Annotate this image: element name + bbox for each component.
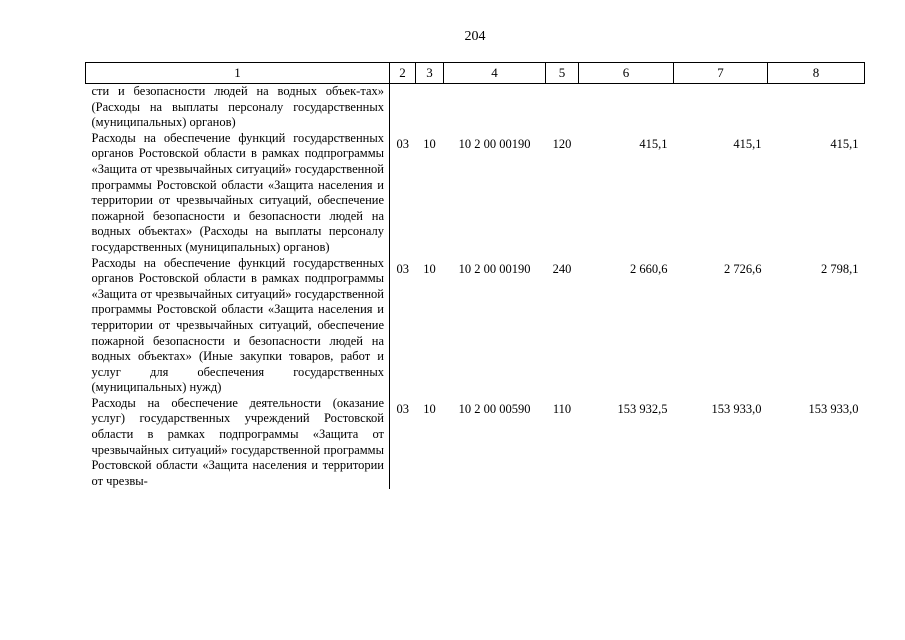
table-row [86, 256, 865, 396]
header-cell-1: 1 [86, 63, 390, 84]
row-amount-col7: 415,1 [733, 136, 762, 151]
table-row-continuation [86, 84, 865, 131]
row-amount-col8: 2 798,1 [821, 261, 859, 276]
row-amount-col6: 2 660,6 [630, 261, 668, 276]
row-description: Расходы на обеспечение деятельности (оказание услуг) государственных учреждений Ростовской области в рамках подпрограммы «Защита от чрезвычайных ситуаций» государственной программы Ростовской области «Защита населения и территории от чрезвы- [86, 396, 390, 490]
table-row [86, 131, 865, 256]
budget-table [85, 62, 865, 489]
row-section-code: 03 [396, 401, 409, 416]
header-cell-8: 8 [768, 63, 865, 84]
header-cell-4: 4 [444, 63, 546, 84]
row-subsection-code: 10 [423, 136, 436, 151]
row-amount-col7: 2 726,6 [724, 261, 762, 276]
row-description: Расходы на обеспечение функций государственных органов Ростовской области в рамках подпрограммы «Защита от чрезвычайных ситуаций» государственной программы Ростовской области «Защита населения и территории от чрезвычайных ситуаций, обеспечение пожарной безопасности и безопасности людей на водных объектах» (Расходы на выплаты персоналу государственных (муниципальных) органов) [86, 131, 390, 256]
header-cell-3: 3 [416, 63, 444, 84]
row-amount-col8: 153 933,0 [808, 401, 859, 416]
row-target-article: 10 2 00 00190 [458, 136, 531, 151]
header-cell-7: 7 [674, 63, 768, 84]
row-section-code: 03 [396, 261, 409, 276]
row-amount-col6: 415,1 [639, 136, 668, 151]
row-description: Расходы на обеспечение функций государственных органов Ростовской области в рамках подпрограммы «Защита от чрезвычайных ситуаций» государственной программы Ростовской области «Защита населения и территории от чрезвычайных ситуаций, обеспечение пожарной безопасности и безопасности людей на водных объектах» (Иные закупки товаров, работ и услуг для обеспечения государственных (муниципальных) нужд) [86, 256, 390, 396]
header-cell-2: 2 [390, 63, 416, 84]
row-subsection-code: 10 [423, 401, 436, 416]
row-expense-type: 120 [552, 136, 572, 151]
row-description: сти и безопасности людей на водных объек-тах» (Расходы на выплаты персоналу государственных (муниципальных) органов) [86, 84, 390, 131]
header-cell-5: 5 [546, 63, 579, 84]
row-amount-col7: 153 933,0 [711, 401, 762, 416]
row-target-article: 10 2 00 00590 [458, 401, 531, 416]
row-amount-col6: 153 932,5 [617, 401, 668, 416]
row-subsection-code: 10 [423, 261, 436, 276]
row-expense-type: 110 [552, 401, 572, 416]
row-target-article: 10 2 00 00190 [458, 261, 531, 276]
row-section-code: 03 [396, 136, 409, 151]
header-row [86, 63, 865, 84]
table-row [86, 396, 865, 490]
header-cell-6: 6 [579, 63, 674, 84]
row-expense-type: 240 [552, 261, 572, 276]
page-number: 204 [464, 29, 486, 44]
row-amount-col8: 415,1 [830, 136, 859, 151]
